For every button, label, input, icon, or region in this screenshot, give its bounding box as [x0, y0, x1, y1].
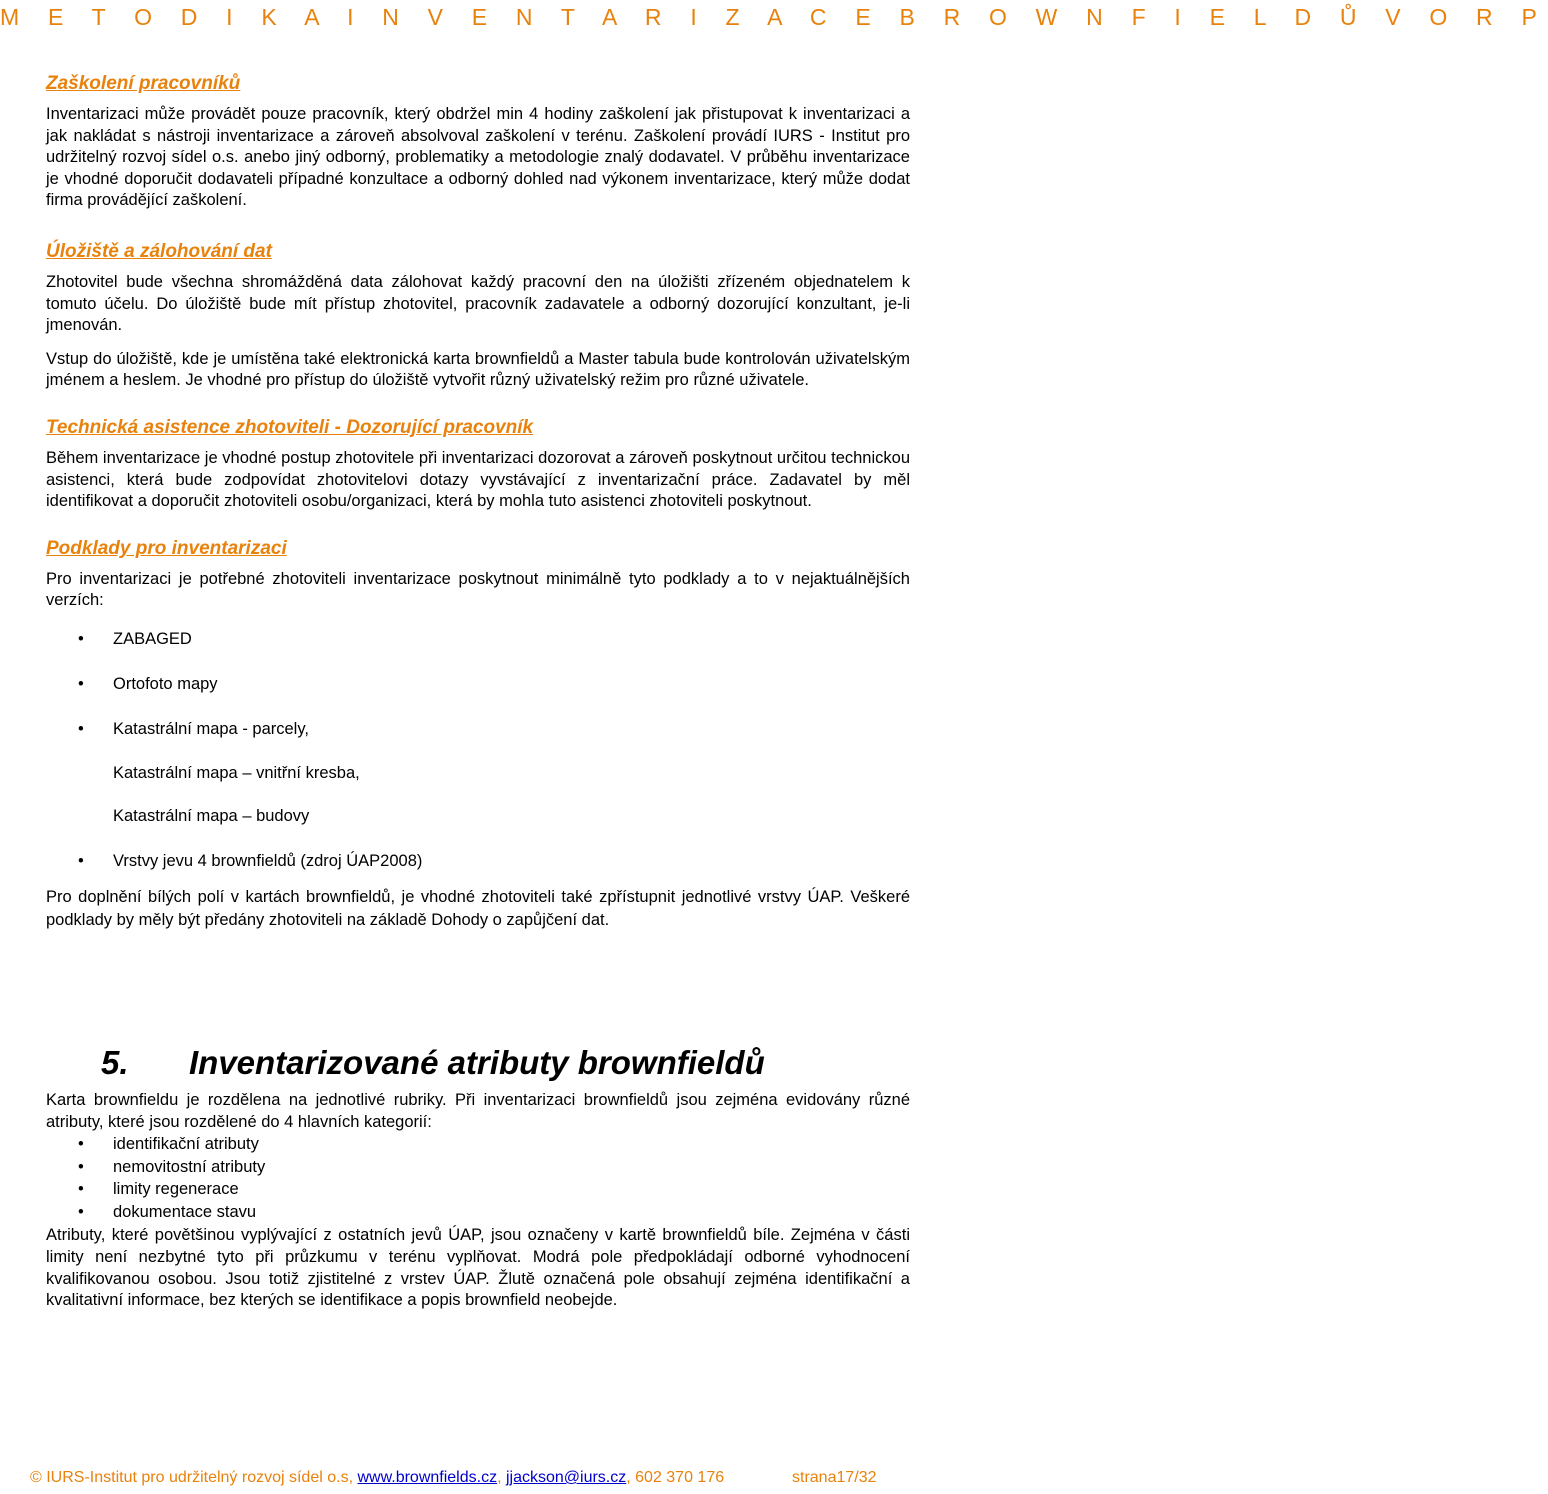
list-item — [46, 852, 910, 886]
page-footer — [0, 1469, 960, 1491]
list-item-text: Katastrální mapa – vnitřní kresba, — [113, 763, 360, 782]
paragraph: Atributy, které povětšinou vyplývající z ostatních jevů ÚAP, jsou označeny v kartě brownfieldů bíle. Zejména v části limity není nezbytné tyto při průzkumu v terénu vyplňovat. Modrá pole předpokládají odborné vyhodnocení kvalifikovanou osobou. Jsou totiž zjistitelné z vrstev ÚAP. Žlutě označená pole obsahují zejména identifikační a kvalitativní informace, bez kterých se identifikace a popis brownfield neobejde. — [46, 1226, 910, 1310]
list-item — [46, 675, 910, 720]
bullet-icon: • — [78, 1135, 84, 1154]
footer-copyright: © IURS-Institut pro udržitelný rozvoj sídel o.s, — [30, 1469, 358, 1486]
bullet-icon: • — [78, 629, 84, 648]
list-item — [46, 764, 910, 807]
list-item — [46, 720, 910, 764]
list-item — [46, 1203, 910, 1226]
section-heading-storage: Úložiště a zálohování dat — [46, 240, 272, 262]
section-technical-assistance — [46, 414, 910, 513]
bullet-icon: • — [78, 1180, 84, 1199]
paragraph: Inventarizaci může provádět pouze pracovník, který obdržel min 4 hodiny zaškolení jak přistupovat k inventarizaci a jak nakládat s nástroji inventarizace a zároveň absolvoval zaškolení v terénu. Zaškolení provádí IURS - Institut pro udržitelný rozvoj sídel o.s. anebo jiný odborný, problematiky a metodologie znalý dodavatel. V průběhu inventarizace je vhodné doporučit dodavateli případné konzultace a odborný dohled nad výkonem inventarizace, který může dodat firma provádějící zaškolení. — [46, 105, 910, 210]
paragraph: Během inventarizace je vhodné postup zhotovitele při inventarizaci dozorovat a zároveň poskytnout určitou technickou asistenci, která bude zodpovídat zhotovitelovi dotazy vyvstávající z inventarizační práce. Zadavatel by měl identifikovat a doporučit zhotoviteli osobu/organizaci, která by mohla tuto asistenci zhotoviteli poskytnout. — [46, 448, 910, 511]
section-heading-materials: Podklady pro inventarizaci — [46, 537, 287, 559]
list-item-text: Katastrální mapa – budovy — [113, 806, 310, 825]
list-item-text: Katastrální mapa - parcely, — [113, 719, 309, 738]
section-training — [46, 70, 910, 212]
list-item-text: Ortofoto mapy — [113, 674, 218, 693]
categories-list — [46, 1135, 910, 1225]
footer-separator: , — [497, 1469, 506, 1486]
list-item — [46, 1135, 910, 1158]
section-materials — [46, 535, 910, 932]
header-title: M E T O D I K A I N V E N T A R I Z A C E B R O W N F I E L D Ů V O R P — [0, 4, 1548, 30]
list-item — [46, 807, 910, 852]
bullet-icon: • — [78, 851, 84, 870]
list-item — [46, 630, 910, 675]
bullet-icon: • — [78, 719, 84, 738]
chapter-5 — [46, 1044, 910, 1312]
section-heading-training: Zaškolení pracovníků — [46, 73, 241, 94]
list-item — [46, 1158, 910, 1181]
paragraph: Pro doplnění bílých polí v kartách brownfieldů, je vhodné zhotoviteli také zpřístupnit jednotlivé vrstvy ÚAP. Veškeré podklady by měly být předány zhotoviteli na základě Dohody o zapůjčení dat. — [46, 887, 910, 929]
section-heading-technical-assistance: Technická asistence zhotoviteli - Dozorující pracovník — [46, 416, 534, 438]
bullet-icon: • — [78, 674, 84, 693]
list-item-text: dokumentace stavu — [113, 1202, 257, 1221]
footer-phone: , 602 370 176 — [626, 1469, 725, 1486]
list-item-text: identifikační atributy — [113, 1135, 259, 1154]
footer-contact — [30, 1469, 724, 1487]
chapter-heading — [46, 1044, 910, 1082]
footer-web-link[interactable]: www.brownfields.cz — [357, 1469, 498, 1486]
list-item-text: ZABAGED — [113, 629, 192, 648]
paragraph: Vstup do úložiště, kde je umístěna také elektronická karta brownfieldů a Master tabula bude kontrolován uživatelským jménem a heslem. Je vhodné pro přístup do úložiště vytvořit různý uživatelský režim pro různé uživatele. — [46, 349, 910, 390]
materials-list — [46, 630, 910, 886]
paragraph: Karta brownfieldu je rozdělena na jednotlivé rubriky. Při inventarizaci brownfieldů jsou zejména evidovány různé atributy, které jsou rozdělené do 4 hlavních kategorií: — [46, 1090, 910, 1131]
list-item-text: nemovitostní atributy — [113, 1157, 266, 1176]
paragraph: Zhotovitel bude všechna shromážděná data zálohovat každý pracovní den na úložišti zřízeném objednatelem k tomuto účelu. Do úložiště bude mít přístup zhotovitel, pracovník zadavatele a odborný dozorující konzultant, je-li jmenován. — [46, 272, 910, 335]
chapter-number: 5. — [101, 1043, 129, 1081]
running-header — [0, 0, 1548, 34]
bullet-icon: • — [78, 1202, 84, 1221]
chapter-title: Inventarizované atributy brownfieldů — [189, 1043, 765, 1081]
bullet-icon: • — [78, 1157, 84, 1176]
section-storage — [46, 238, 910, 392]
list-item-text: Vrstvy jevu 4 brownfieldů (zdroj ÚAP2008) — [113, 851, 423, 870]
list-item — [46, 1180, 910, 1203]
page-number: strana17/32 — [792, 1469, 877, 1486]
footer-email-link[interactable]: jjackson@iurs.cz — [505, 1469, 627, 1486]
list-item-text: limity regenerace — [113, 1180, 239, 1199]
page-content — [46, 70, 910, 1312]
paragraph: Pro inventarizaci je potřebné zhotoviteli inventarizace poskytnout minimálně tyto podklady a to v nejaktuálnějších verzích: — [46, 569, 910, 610]
